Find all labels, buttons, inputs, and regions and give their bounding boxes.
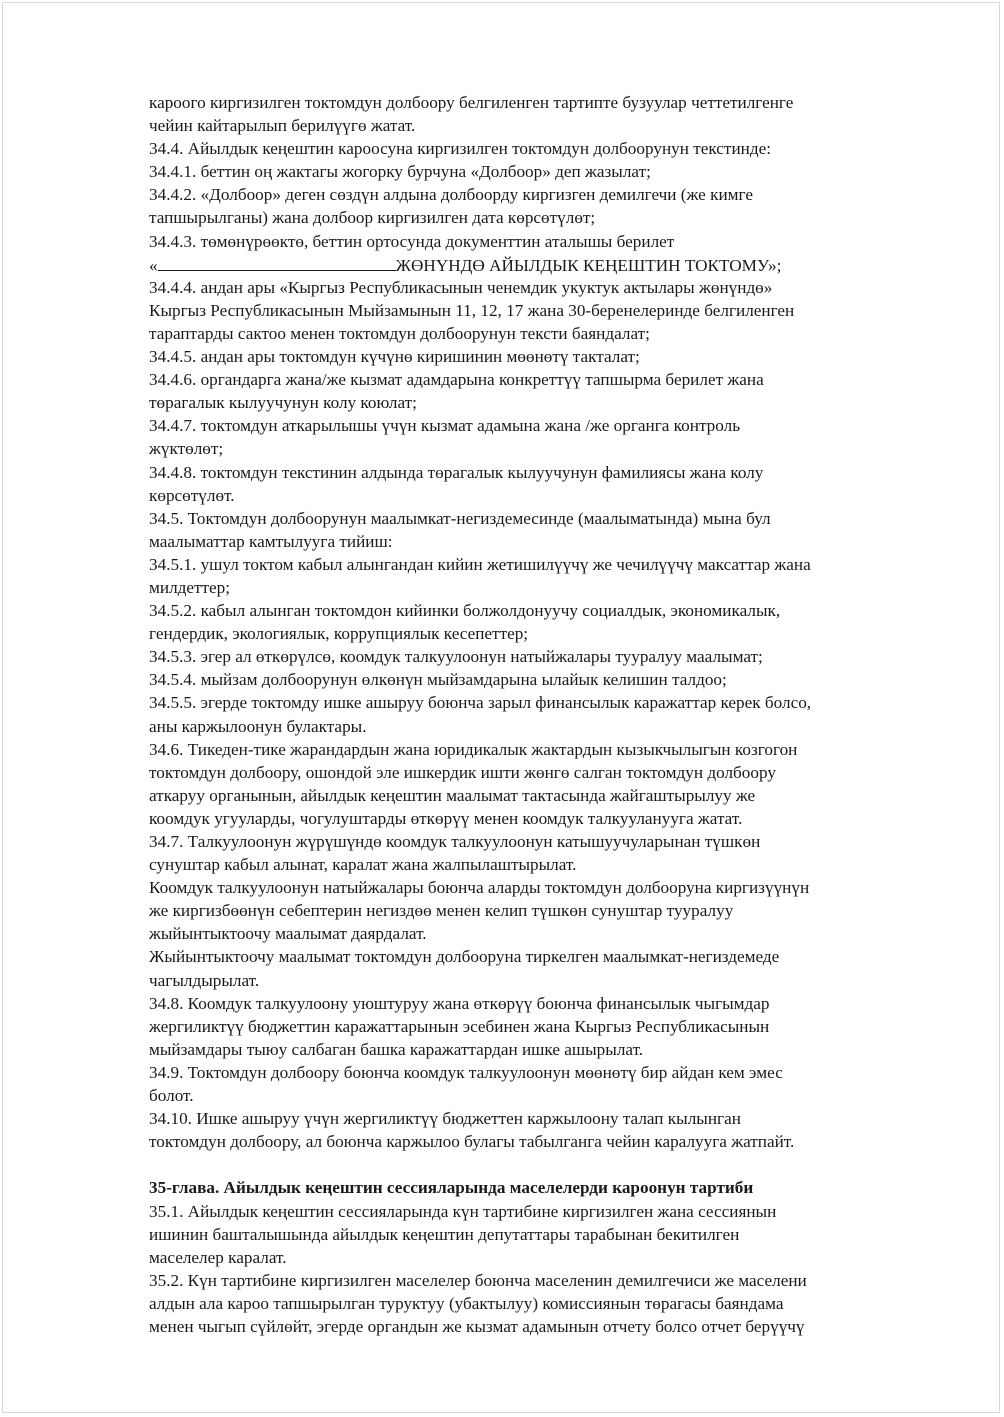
- text-line: 34.8. Коомдук талкуулоону уюштуруу жана өткөрүү боюнча финансылык чыгымдар: [149, 993, 770, 1013]
- text-line: маалыматтар камтылууга тийиш:: [149, 531, 393, 551]
- paragraph-spacer: [149, 1153, 939, 1176]
- text-line: 34.5.4. мыйзам долбоорунун өлкөнүн мыйзамдарына ылайык келишин талдоо;: [149, 670, 727, 690]
- text-line: 34.4.1. беттин оң жактагы жогорку бурчуна «Долбоор» деп жазылат;: [149, 162, 651, 182]
- text-line: 34.5.1. ушул токтом кабыл алынгандан кийин жетишилүүчү же чечилүүчү максаттар жана: [149, 554, 811, 574]
- text-line: менен чыгып сүйлөйт, эгерде органдын же кызмат адамынын отчету болсо отчет берүүчү: [149, 1316, 805, 1336]
- text-line: чейин кайтарылып берилүүгө жатат.: [149, 116, 416, 136]
- text-line: 34.4.5. андан ары токтомдун күчүнө киришинин мөөнөтү такталат;: [149, 347, 640, 367]
- open-quote: «: [149, 255, 158, 275]
- text-line: аны каржылоонун булактары.: [149, 716, 367, 736]
- text-line: тапшырылганы) жана долбоор киргизилген дата көрсөтүлөт;: [149, 208, 596, 228]
- text-line: токтомдун долбоору, ал боюнча каржылоо булагы табылганга чейин каралууга жатпайт.: [149, 1132, 795, 1152]
- text-line: 34.4.8. токтомдун текстинин алдында төрагалык кылуучунун фамилиясы жана колу: [149, 462, 764, 482]
- text-line: 34.4.4. андан ары «Кыргыз Республикасынын ченемдик укуктук актылары жөнүндө»: [149, 277, 773, 297]
- text-line: 34.4. Айылдык кеңештин кароосуна киргизилген токтомдун долбоорунун текстинде:: [149, 139, 771, 159]
- text-line: Кыргыз Республикасынын Мыйзамынын 11, 12, 17 жана 30-беренелеринде белгиленген: [149, 300, 795, 320]
- text-line: төрагалык кылуучунун колу коюлат;: [149, 393, 417, 413]
- chapter-heading: 35-глава. Айылдык кеңештин сессияларында маселелерди кароонун тартиби: [149, 1178, 754, 1198]
- text-line: 34.9. Токтомдун долбоору боюнча коомдук талкуулоонун мөөнөтү бир айдан кем эмес: [149, 1062, 783, 1082]
- text-line: 34.7. Талкуулоонун жүрүшүндө коомдук талкуулоонун катышуучуларынан түшкөн: [149, 832, 761, 851]
- text-line: Жыйынтыктоочу маалымат токтомдун долбооруна тиркелген маалымкат-негиздемеде: [149, 947, 780, 967]
- document-page: [2, 2, 1000, 1413]
- text-line: гендердик, экологиялык, коррупциялык кесепеттер;: [149, 624, 529, 644]
- text-line: 34.5.3. эгер ал өткөрүлсө, коомдук талкуулоонун натыйжалары тууралуу маалымат;: [149, 647, 763, 667]
- text-line: Коомдук талкуулоонун натыйжалары боюнча аларды токтомдун долбооруна киргизүүнүн: [149, 878, 810, 898]
- document-body: [149, 91, 939, 1338]
- text-line: 34.4.6. органдарга жана/же кызмат адамдарына конкреттүү тапшырма берилет жана: [149, 370, 764, 390]
- text-line: 34.5.5. эгерде токтомду ишке ашыруу боюнча зарыл финансылык каражаттар керек болсо,: [149, 693, 812, 713]
- text-line: алдын ала кароо тапшырылган туруктуу (убактылуу) комиссиянын төрагасы баяндама: [149, 1293, 784, 1313]
- text-line: 35.2. Күн тартибине киргизилген маселелер боюнча маселенин демилгечиси же маселени: [149, 1270, 807, 1290]
- text-line: 35.1. Айылдык кеңештин сессияларында күн тартибине киргизилген жана сессиянын: [149, 1201, 777, 1221]
- text-line: аткаруу органынын, айылдык кеңештин маалымат тактасында жайгаштырылуу же: [149, 785, 756, 805]
- text-line: 34.5.2. кабыл алынган токтомдон кийинки болжолдонуучу социалдык, экономикалык,: [149, 601, 781, 621]
- text-line: 34.6. Тикеден-тике жарандардын жана юридикалык жактардын кызыкчылыгын козгогон: [149, 739, 798, 759]
- text-line: 34.4.7. токтомдун аткарылышы үчүн кызмат адамына жана /же органга контроль: [149, 416, 741, 436]
- text-line: тараптарды сактоо менен токтомдун долбоорунун тексти баяндалат;: [149, 323, 650, 343]
- text-line: милдеттер;: [149, 577, 231, 597]
- text-line: мыйзамдары тыюу салбаган башка каражаттардан ишке ашырылат.: [149, 1039, 644, 1059]
- document-title-placeholder-line: [149, 253, 939, 276]
- text-line: коомдук угууларды, чогулуштарды өткөрүү менен коомдук талкууланууга жатат.: [149, 808, 743, 828]
- text-line: жергиликтүү бюджеттин каражаттарынын эсебинен жана Кыргыз Республикасынын: [149, 1016, 770, 1036]
- text-line: ишинин башталышында айылдык кеңештин депутаттары тарабынан бекитилген: [149, 1224, 740, 1244]
- text-line: жыйынтыктоочу маалымат даярдалат.: [149, 924, 427, 944]
- blank-underline: [158, 253, 396, 271]
- text-line: маселелер каралат.: [149, 1247, 287, 1267]
- text-line: же киргизбөөнүн себептерин негиздөө менен келип түшкөн сунуштар тууралуу: [149, 901, 734, 921]
- text-line: 34.5. Токтомдун долбоорунун маалымкат-негиздемесинде (маалыматында) мына бул: [149, 508, 771, 528]
- text-line: 34.10. Ишке ашыруу үчүн жергиликтүү бюджеттен каржылоону талап кылынган: [149, 1109, 741, 1129]
- text-line: кароого киргизилген токтомдун долбоору белгиленген тартипте бузуулар четтетилгенге: [149, 93, 794, 112]
- text-line: 34.4.3. төмөнүрөөктө, беттин ортосунда документтин аталышы берилет: [149, 231, 675, 251]
- title-text: ЖӨНҮНДӨ АЙЫЛДЫК КЕҢЕШТИН ТОКТОМУ»;: [395, 255, 782, 275]
- text-line: чагылдырылат.: [149, 970, 260, 990]
- text-line: 34.4.2. «Долбоор» деген сөздүн алдына долбоорду киргизген демилгечи (же кимге: [149, 185, 753, 205]
- text-line: токтомдун долбоору, ошондой эле ишкердик ишти жөнгө салган токтомдун долбоору: [149, 762, 776, 782]
- text-line: болот.: [149, 1086, 194, 1106]
- text-line: сунуштар кабыл алынат, каралат жана жалпылаштырылат.: [149, 855, 577, 875]
- text-line: көрсөтүлөт.: [149, 485, 235, 505]
- text-line: жүктөлөт;: [149, 439, 224, 459]
